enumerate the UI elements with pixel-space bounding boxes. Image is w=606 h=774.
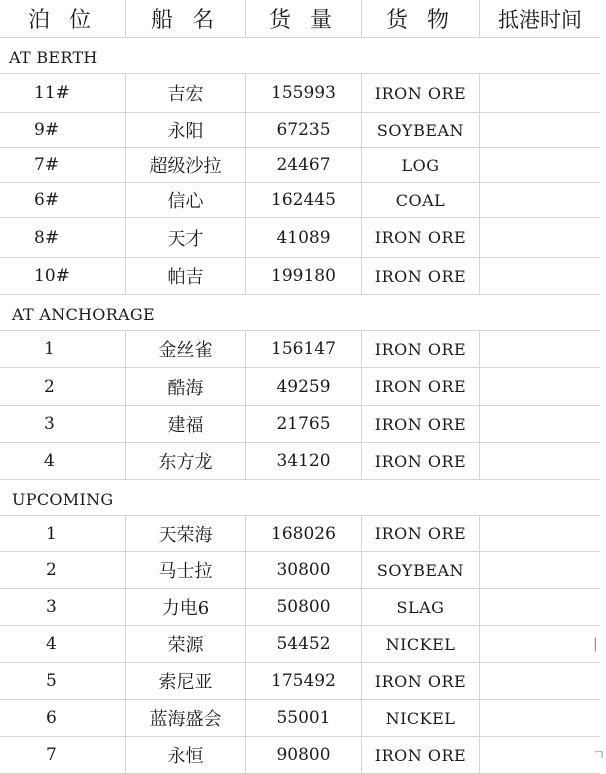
section-label: UPCOMING: [12, 490, 114, 509]
ship-name-cell: 天才: [125, 218, 245, 257]
berth-cell: 5: [46, 671, 57, 691]
ship-name-cell: 永阳: [125, 113, 245, 147]
cropped-text-fragment: |: [593, 636, 598, 652]
ship-name-cell: 酷海: [125, 368, 245, 405]
cargo-cell: IRON ORE: [361, 74, 479, 112]
cargo-cell: IRON ORE: [361, 331, 479, 367]
header-cargo: 货 物: [361, 0, 479, 37]
table-row: [0, 183, 600, 218]
table-header-row: [0, 0, 600, 38]
cargo-cell: LOG: [361, 148, 479, 182]
volume-cell: 30800: [245, 552, 361, 588]
cargo-cell: SOYBEAN: [361, 113, 479, 147]
eta-cell: [479, 516, 600, 551]
header-arrival-time: 抵港时间: [479, 0, 600, 37]
table-row: [0, 737, 600, 774]
ship-name-cell: 索尼亚: [125, 663, 245, 699]
volume-cell: 155993: [245, 74, 361, 112]
berth-cell: 9#: [34, 120, 60, 140]
cargo-cell: NICKEL: [361, 700, 479, 736]
ship-name-cell: 荣源: [125, 626, 245, 662]
ship-name-cell: 天荣海: [125, 516, 245, 551]
header-berth: 泊 位: [28, 8, 97, 33]
table-row: [0, 218, 600, 258]
volume-cell: 90800: [245, 737, 361, 773]
berth-cell: 10#: [34, 266, 70, 286]
volume-cell: 34120: [245, 443, 361, 479]
table-row: [0, 443, 600, 480]
cargo-cell: COAL: [361, 183, 479, 217]
ship-name-cell: 永恒: [125, 737, 245, 773]
eta-cell: [479, 663, 600, 699]
eta-cell: [479, 218, 600, 257]
berth-cell: 1: [46, 523, 57, 544]
ship-name-cell: 建福: [125, 406, 245, 442]
eta-cell: [479, 552, 600, 588]
eta-cell: [479, 113, 600, 147]
cargo-cell: IRON ORE: [361, 516, 479, 551]
volume-cell: 41089: [245, 218, 361, 257]
section-at-anchorage: [0, 295, 600, 331]
section-at-berth: [0, 38, 600, 74]
ship-name-cell: 信心: [125, 183, 245, 217]
table-row: [0, 700, 600, 737]
ship-name-cell: 马士拉: [125, 552, 245, 588]
cargo-cell: NICKEL: [361, 626, 479, 662]
table-row: [0, 406, 600, 443]
berth-cell: 7: [46, 745, 57, 765]
volume-cell: 24467: [245, 148, 361, 182]
berth-cell: 4: [46, 634, 57, 654]
ship-name-cell: 东方龙: [125, 443, 245, 479]
header-ship-name: 船 名: [125, 0, 245, 37]
volume-cell: 162445: [245, 183, 361, 217]
volume-cell: 54452: [245, 626, 361, 662]
table-row: [0, 368, 600, 406]
cargo-cell: IRON ORE: [361, 443, 479, 479]
volume-cell: 199180: [245, 258, 361, 294]
ship-name-cell: 蓝海盛会: [125, 700, 245, 736]
table-row: [0, 148, 600, 183]
eta-cell: [479, 737, 600, 773]
eta-cell: [479, 258, 600, 294]
eta-cell: [479, 74, 600, 112]
volume-cell: 175492: [245, 663, 361, 699]
ship-name-cell: 超级沙拉: [125, 148, 245, 182]
ship-name-cell: 帕吉: [125, 258, 245, 294]
berth-cell: 8#: [34, 227, 60, 248]
volume-cell: 50800: [245, 589, 361, 625]
table-row: [0, 258, 600, 295]
table-row: [0, 74, 600, 113]
cargo-cell: SLAG: [361, 589, 479, 625]
berth-cell: 6#: [34, 190, 60, 210]
cargo-cell: IRON ORE: [361, 368, 479, 405]
berth-cell: 11#: [34, 83, 70, 103]
table-row: [0, 626, 600, 663]
table-row: [0, 331, 600, 368]
berth-cell: 7#: [34, 155, 60, 175]
table-row: [0, 589, 600, 626]
table-row: [0, 552, 600, 589]
volume-cell: 21765: [245, 406, 361, 442]
cargo-cell: IRON ORE: [361, 258, 479, 294]
table-row: [0, 113, 600, 148]
volume-cell: 55001: [245, 700, 361, 736]
table-row: [0, 663, 600, 700]
cargo-cell: IRON ORE: [361, 406, 479, 442]
ship-name-cell: 力电6: [125, 589, 245, 625]
volume-cell: 156147: [245, 331, 361, 367]
cargo-cell: IRON ORE: [361, 218, 479, 257]
eta-cell: [479, 626, 600, 662]
berth-cell: 6: [46, 708, 57, 728]
volume-cell: 168026: [245, 516, 361, 551]
ship-name-cell: 吉宏: [125, 74, 245, 112]
eta-cell: [479, 406, 600, 442]
berth-cell: 3: [44, 414, 55, 434]
cargo-cell: IRON ORE: [361, 663, 479, 699]
table-row: [0, 516, 600, 552]
eta-cell: [479, 700, 600, 736]
berth-cell: 1: [44, 339, 55, 359]
eta-cell: [479, 148, 600, 182]
cropped-text-fragment: ㄱ: [592, 748, 606, 764]
section-label: AT ANCHORAGE: [12, 305, 155, 324]
berth-cell: 3: [46, 597, 57, 617]
berth-cell: 4: [44, 451, 55, 471]
ship-name-cell: 金丝雀: [125, 331, 245, 367]
berth-cell: 2: [44, 376, 55, 397]
eta-cell: [479, 589, 600, 625]
cargo-cell: IRON ORE: [361, 737, 479, 773]
eta-cell: [479, 368, 600, 405]
berth-cell: 2: [46, 560, 57, 580]
volume-cell: 67235: [245, 113, 361, 147]
volume-cell: 49259: [245, 368, 361, 405]
cargo-cell: SOYBEAN: [361, 552, 479, 588]
eta-cell: [479, 443, 600, 479]
eta-cell: [479, 331, 600, 367]
header-volume: 货 量: [245, 0, 361, 37]
eta-cell: [479, 183, 600, 217]
section-label: AT BERTH: [9, 48, 98, 67]
section-upcoming: [0, 480, 600, 516]
